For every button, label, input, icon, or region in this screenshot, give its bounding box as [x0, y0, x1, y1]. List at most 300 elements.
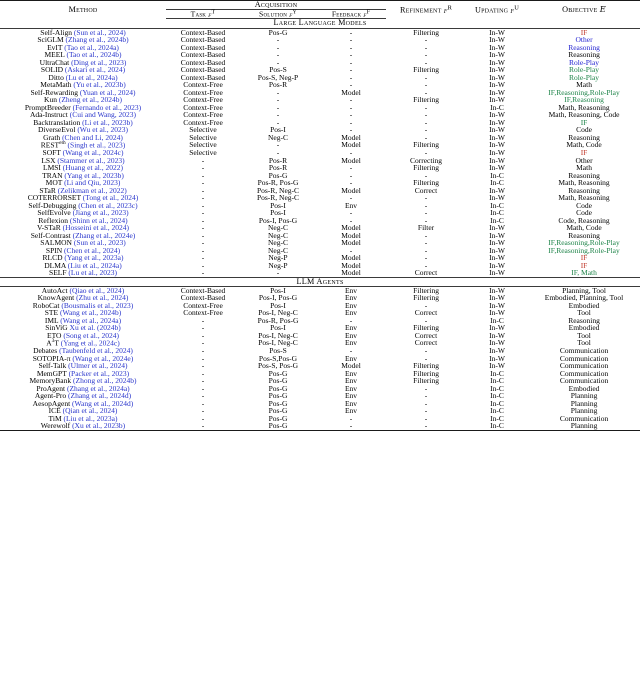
cell-feedback: Env — [344, 338, 358, 348]
method-name: MOT — [45, 178, 63, 188]
method-name: Self-Rewarding — [30, 87, 78, 97]
citation-link[interactable]: (Liu et al., 2024a) — [65, 260, 122, 270]
citation-link[interactable]: (Lu et al., 2024a) — [63, 72, 118, 82]
citation-link[interactable]: (Zhang et al., 2024d) — [66, 391, 132, 401]
cell-updating: In-W — [489, 163, 505, 173]
cell-task: - — [201, 215, 205, 225]
citation-link[interactable]: (Shinn et al., 2024) — [68, 215, 128, 225]
cell-solution: Pos-G — [268, 398, 288, 408]
cell-feedback: - — [349, 170, 353, 180]
cell-updating: In-W — [489, 260, 505, 270]
cell-objective: Code — [576, 208, 592, 218]
method-name: A — [46, 338, 52, 348]
cell-updating: In-C — [490, 200, 504, 210]
cell-feedback: - — [349, 35, 353, 45]
cell-feedback: - — [349, 42, 353, 52]
cell-solution: Pos-G — [268, 383, 288, 393]
cell-objective: Code — [576, 125, 592, 135]
cell-objective: Role-Play — [569, 65, 600, 75]
cell-task: Context-Based — [180, 57, 226, 67]
cell-updating: In-W — [489, 338, 505, 348]
citation-link[interactable]: (Jiang et al., 2023) — [70, 208, 129, 218]
header-objective — [528, 1, 640, 19]
cell-solution: Pos-I, Neg-C — [258, 338, 298, 348]
citation-link[interactable]: (Ding et al., 2023) — [69, 57, 127, 67]
method-name: Ada-Instruct — [29, 110, 68, 120]
cell-updating: In-W — [489, 245, 505, 255]
method-name: COTERRORSET — [27, 193, 81, 203]
cell-solution: Pos-I, Neg-C — [258, 308, 298, 318]
cell-updating: In-W — [489, 132, 505, 142]
cell-refinement: Filtering — [413, 178, 439, 188]
cell-task: - — [201, 346, 205, 356]
cell-task: Context-Based — [180, 50, 226, 60]
cell-feedback: - — [349, 346, 353, 356]
method-name: V-STaR — [36, 223, 61, 233]
cell-refinement: - — [424, 200, 428, 210]
task-fn-symbol: $f^T$ — [208, 9, 216, 19]
cell-objective: Code, Reasoning — [558, 215, 610, 225]
citation-link[interactable]: (Zhang et al., 2024e) — [70, 230, 136, 240]
cell-objective: Embodied, Planning, Tool — [544, 293, 624, 303]
cell-refinement: - — [424, 315, 428, 325]
cell-solution: Pos-I, Neg-C — [258, 330, 298, 340]
objective-symbol: E — [599, 4, 606, 15]
cell-solution: - — [276, 117, 280, 127]
cell-objective: Math, Reasoning — [558, 178, 610, 188]
citation-link[interactable]: (Zhang et al., 2024b) — [63, 35, 129, 45]
citation-link[interactable]: (Qian et al., 2024) — [60, 406, 118, 416]
cell-refinement: Correct — [414, 185, 438, 195]
method-name: SPIN — [45, 245, 63, 255]
cell-feedback: - — [349, 208, 353, 218]
method-name: AesopAgent — [32, 398, 71, 408]
cell-updating: In-W — [489, 95, 505, 105]
section-title: Large Language Models — [0, 19, 640, 28]
citation-link[interactable]: (Zhang et al., 2024a) — [65, 383, 130, 393]
citation-link[interactable]: (Chen et al., 2023c) — [76, 200, 138, 210]
cell-refinement: - — [424, 110, 428, 120]
cell-objective: Other — [575, 155, 593, 165]
cell-task: Context-Free — [183, 87, 223, 97]
cell-objective: Communication — [559, 353, 609, 363]
cell-task: - — [166, 422, 240, 430]
cell-updating: In-W — [489, 308, 505, 318]
cell-feedback: - — [316, 422, 386, 430]
citation-link[interactable]: (Yuan et al., 2024) — [78, 87, 136, 97]
cell-updating: In-C — [466, 422, 528, 430]
cell-solution: - — [276, 57, 280, 67]
cell-task: - — [201, 230, 205, 240]
citation-link[interactable]: Xu et al. (2024b) — [67, 323, 121, 333]
cell-task: - — [201, 368, 205, 378]
cell-task: - — [201, 253, 205, 263]
cell-refinement: - — [424, 170, 428, 180]
cell-task: - — [201, 223, 205, 233]
cell-solution: - — [276, 35, 280, 45]
cell-updating: In-C — [490, 383, 504, 393]
citation-link[interactable]: (Lu et al., 2023) — [66, 268, 117, 278]
cell-feedback: Env — [344, 323, 358, 333]
cell-task: - — [201, 398, 205, 408]
cell-feedback: - — [349, 72, 353, 82]
citation-link[interactable]: (Fernando et al., 2023) — [70, 102, 142, 112]
cell-solution: - — [276, 140, 280, 150]
cell-task: - — [201, 323, 205, 333]
cell-task: Context-Free — [183, 300, 223, 310]
cell-task: - — [201, 330, 205, 340]
cell-refinement: Filtering — [413, 140, 439, 150]
citation-link[interactable]: (Wang et al., 2024a) — [58, 315, 122, 325]
cell-refinement: - — [424, 102, 428, 112]
method-name: SelfEvolve — [37, 208, 71, 218]
cell-feedback: - — [349, 50, 353, 60]
cell-feedback: Env — [344, 200, 358, 210]
cell-updating: In-W — [489, 148, 505, 158]
cell-objective: IF,Reasoning,Role-Play — [548, 245, 620, 255]
header-task-label: Task — [190, 9, 207, 19]
cell-feedback: - — [349, 110, 353, 120]
cell-updating: In-W — [489, 72, 505, 82]
cell-feedback: Env — [344, 383, 358, 393]
cell-solution: Pos-I — [270, 285, 286, 295]
cell-objective: Planning — [528, 422, 640, 430]
cell-objective: IF,Reasoning,Role-Play — [548, 238, 620, 248]
cell-feedback: - — [349, 193, 353, 203]
method-name: ICE — [48, 406, 61, 416]
cell-task: Selective — [189, 132, 217, 142]
cell-refinement: - — [424, 50, 428, 60]
cell-task: - — [201, 245, 205, 255]
method-name: KnowAgent — [37, 293, 75, 303]
cell-task: - — [201, 170, 205, 180]
cell-task: Context-Free — [183, 110, 223, 120]
cell-objective: Planning — [570, 406, 598, 416]
cell-feedback: Model — [341, 155, 361, 165]
cell-updating: In-C — [490, 102, 504, 112]
cell-refinement: Correct — [414, 308, 438, 318]
cell-task: - — [201, 208, 205, 218]
cell-refinement: Filtering — [413, 376, 439, 386]
cell-objective: Tool — [577, 330, 591, 340]
cell-refinement: - — [424, 148, 428, 158]
cell-refinement: - — [386, 422, 466, 430]
cell-updating: In-C — [490, 398, 504, 408]
cell-solution: Pos-S — [269, 65, 287, 75]
cell-task: - — [201, 391, 205, 401]
citation-link[interactable]: (Huang et al., 2022) — [60, 163, 123, 173]
cell-feedback: - — [349, 315, 353, 325]
header-refinement — [386, 1, 466, 19]
cell-task: - — [201, 338, 205, 348]
citation-link[interactable]: (Cui and Wang, 2023) — [67, 110, 137, 120]
cell-updating: In-W — [489, 361, 505, 371]
cell-refinement: - — [424, 353, 428, 363]
cell-solution: Pos-G — [268, 413, 288, 423]
cell-objective: Planning, Tool — [562, 285, 606, 295]
cell-solution: Pos-I — [270, 125, 286, 135]
cell-refinement: Filtering — [413, 293, 439, 303]
citation-link[interactable]: (Chen and Li, 2024) — [60, 132, 123, 142]
cell-objective: Reasoning — [568, 185, 600, 195]
citation-link[interactable]: (Yang et al., 2023b) — [62, 170, 124, 180]
citation-link[interactable]: (Wang et al., 2024b) — [58, 308, 122, 318]
cell-refinement: Filter — [417, 223, 435, 233]
cell-feedback: - — [349, 95, 353, 105]
cell-objective: Tool — [577, 338, 591, 348]
method-name: Grath — [43, 132, 61, 142]
cell-task: - — [201, 406, 205, 416]
cell-updating: In-W — [489, 57, 505, 67]
method-name: Self-Debugging — [28, 200, 77, 210]
method-name: MetaMath — [40, 80, 72, 90]
citation-link[interactable]: (Li and Qiu, 2023) — [62, 178, 121, 188]
cell-updating: In-C — [490, 391, 504, 401]
cell-solution: Pos-R, Neg-C — [256, 193, 300, 203]
cell-task: - — [201, 193, 205, 203]
cell-updating: In-W — [489, 117, 505, 127]
cell-solution: Pos-R, Pos-G — [257, 315, 299, 325]
citation-link[interactable]: (Xu et al., 2023b) — [70, 421, 126, 431]
cell-task: Context-Based — [180, 285, 226, 295]
cell-updating: In-W — [489, 50, 505, 60]
method-name: IML — [44, 315, 59, 325]
cell-solution: Pos-I, Pos-G — [258, 215, 298, 225]
citation-link[interactable]: (Bousmalis et al., 2023) — [59, 300, 134, 310]
method-name: SELF — [49, 268, 67, 278]
cell-task: - — [201, 178, 205, 188]
citation-link[interactable]: (Zheng et al., 2024b) — [56, 95, 122, 105]
cell-task: Context-Free — [183, 80, 223, 90]
citation-link[interactable]: (Wang et al., 2024d) — [70, 398, 134, 408]
cell-feedback: Model — [341, 238, 361, 248]
citation-link[interactable]: (Sun et al., 2023) — [71, 238, 126, 248]
cell-feedback: Model — [341, 223, 361, 233]
citation-link[interactable]: (Zelikman et al., 2022) — [55, 185, 127, 195]
cell-updating: In-C — [490, 215, 504, 225]
cell-solution: Pos-S, Pos-G — [257, 361, 298, 371]
cell-objective: Embodied — [568, 383, 600, 393]
method-name: SOTOPIA-π — [32, 353, 71, 363]
method-superscript: 3 — [51, 338, 55, 345]
cell-refinement: - — [424, 260, 428, 270]
method-name: ProAgent — [36, 383, 66, 393]
cell-updating: In-W — [489, 238, 505, 248]
citation-link[interactable]: (Singh et al., 2023) — [65, 140, 126, 150]
cell-objective: Reasoning — [568, 170, 600, 180]
cell-objective: Math, Reasoning — [558, 102, 610, 112]
cell-refinement: Correct — [386, 269, 466, 277]
citation-link[interactable]: (Li et al., 2023b) — [80, 117, 133, 127]
method-name: SOFT — [42, 148, 61, 158]
cell-refinement: Correct — [414, 338, 438, 348]
cell-updating: In-W — [489, 353, 505, 363]
cell-solution: Pos-G — [268, 170, 288, 180]
cell-refinement: - — [424, 193, 428, 203]
citation-link[interactable]: (Yu et al., 2023b) — [71, 80, 126, 90]
cell-updating: In-W — [489, 110, 505, 120]
cell-updating: In-W — [489, 80, 505, 90]
cell-feedback: - — [349, 125, 353, 135]
citation-link[interactable]: (Qiao et al., 2024) — [67, 285, 125, 295]
cell-solution: Pos-I — [270, 208, 286, 218]
citation-link[interactable]: (Askari et al., 2024) — [63, 65, 126, 75]
cell-task: - — [201, 163, 205, 173]
citation-link[interactable]: (Zhong et al., 2024b) — [71, 376, 137, 386]
cell-solution: Pos-G — [240, 422, 316, 430]
cell-updating: In-W — [489, 230, 505, 240]
citation-link[interactable]: (Yang et al., 2024c) — [58, 338, 120, 348]
cell-refinement: Filtering — [413, 323, 439, 333]
cell-task: - — [201, 376, 205, 386]
cell-updating: In-W — [489, 185, 505, 195]
cell-objective: Role-Play — [569, 72, 600, 82]
cell-feedback: Model — [341, 260, 361, 270]
cell-feedback: Env — [344, 391, 358, 401]
cell-objective: IF — [580, 117, 588, 127]
method-name: RoboCat — [32, 300, 60, 310]
cell-refinement: - — [424, 230, 428, 240]
cell-updating: In-C — [490, 178, 504, 188]
cell-task: - — [201, 315, 205, 325]
cell-solution: Neg-P — [268, 260, 288, 270]
cell-objective: Planning — [570, 391, 598, 401]
cell-feedback: Env — [344, 406, 358, 416]
cell-solution: - — [276, 87, 280, 97]
cell-objective: IF — [580, 27, 588, 37]
cell-objective: Communication — [559, 376, 609, 386]
cell-task: Context-Based — [180, 42, 226, 52]
cell-objective: IF — [580, 148, 588, 158]
citation-link[interactable]: (Wu et al., 2023) — [75, 125, 129, 135]
method-name: SOLID — [40, 65, 63, 75]
cell-objective: Communication — [559, 368, 609, 378]
citation-link[interactable]: (Liu et al., 2023a) — [61, 413, 118, 423]
cell-objective: IF, Math — [528, 269, 640, 277]
cell-feedback: Env — [344, 300, 358, 310]
cell-task: - — [201, 260, 205, 270]
cell-objective: Embodied — [568, 323, 600, 333]
cell-refinement: - — [424, 300, 428, 310]
cell-solution: Pos-G — [268, 376, 288, 386]
cell-updating: In-C — [490, 376, 504, 386]
cell-feedback: Env — [344, 308, 358, 318]
method-cell — [0, 269, 166, 277]
citation-link[interactable]: (Tao et al., 2024b) — [64, 50, 122, 60]
citation-link[interactable]: (Tao et al., 2024a) — [62, 42, 119, 52]
method-name: AutoAct — [41, 285, 68, 295]
section-title: LLM Agents — [0, 277, 640, 286]
method-name: MemoryBank — [29, 376, 72, 386]
cell-objective: Reasoning — [568, 42, 600, 52]
cell-objective: Math, Code — [566, 140, 602, 150]
cell-updating: In-W — [489, 346, 505, 356]
cell-solution: Pos-S — [269, 346, 287, 356]
cell-task: Context-Based — [180, 65, 226, 75]
citation-link[interactable]: (Chen et al., 2024) — [62, 245, 121, 255]
cell-solution: Neg-C — [268, 223, 288, 233]
method-name: REST — [40, 140, 60, 150]
cell-task: - — [201, 155, 205, 165]
cell-refinement: - — [424, 398, 428, 408]
cell-objective: IF,Reasoning — [564, 95, 604, 105]
cell-task: Context-Based — [180, 35, 226, 45]
cell-objective: Math, Code — [566, 223, 602, 233]
cell-objective: Planning — [570, 398, 598, 408]
header-acquisition-group: Acquisition — [166, 1, 386, 10]
cell-refinement: Filtering — [413, 361, 439, 371]
cell-solution: Pos-S, Neg-P — [257, 72, 299, 82]
cell-updating: In-W — [489, 125, 505, 135]
cell-updating: In-W — [489, 293, 505, 303]
cell-refinement: - — [424, 117, 428, 127]
method-superscript: em — [59, 140, 66, 147]
cell-solution: - — [240, 269, 316, 277]
cell-updating: In-W — [489, 27, 505, 37]
cell-refinement: Correct — [414, 330, 438, 340]
cell-updating: In-C — [490, 413, 504, 423]
cell-refinement: Filtering — [413, 285, 439, 295]
cell-solution: - — [276, 95, 280, 105]
citation-link[interactable]: (Yang et al., 2023a) — [62, 253, 124, 263]
cell-objective: Communication — [559, 361, 609, 371]
cell-feedback: - — [349, 27, 353, 37]
cell-objective: Reasoning — [568, 230, 600, 240]
citation-link[interactable]: (Wang et al., 2024e) — [70, 353, 134, 363]
citation-link[interactable]: (Song et al., 2024) — [61, 330, 119, 340]
cell-objective: Math — [576, 80, 592, 90]
method-name: RLCD — [42, 253, 63, 263]
cell-updating: In-W — [489, 223, 505, 233]
cell-feedback: Model — [341, 230, 361, 240]
cell-updating: In-W — [489, 285, 505, 295]
cell-feedback: Env — [344, 368, 358, 378]
cell-refinement: - — [424, 125, 428, 135]
citation-link[interactable]: (Zhu et al., 2024) — [74, 293, 129, 303]
cell-updating: In-W — [489, 253, 505, 263]
cell-refinement: - — [424, 383, 428, 393]
citation-link[interactable]: (Wang et al., 2024c) — [60, 148, 124, 158]
citation-link[interactable]: (Taubenfeld et al., 2024) — [57, 346, 133, 356]
method-name: Ditto — [48, 72, 64, 82]
citation-link[interactable]: (Sun et al., 2024) — [71, 27, 126, 37]
citation-link[interactable]: (Tong et al., 2024) — [80, 193, 139, 203]
cell-updating: In-W — [489, 35, 505, 45]
citation-link[interactable]: (Ulmer et al., 2024) — [66, 361, 128, 371]
cell-feedback: - — [349, 102, 353, 112]
cell-refinement: - — [424, 208, 428, 218]
cell-objective: Embodied — [568, 300, 600, 310]
cell-updating: In-W — [489, 155, 505, 165]
cell-solution: - — [276, 102, 280, 112]
cell-feedback: - — [349, 80, 353, 90]
citation-link[interactable]: (Packer et al., 2023) — [66, 368, 130, 378]
citation-link[interactable]: (Stammer et al., 2023) — [55, 155, 125, 165]
citation-link[interactable]: (Hosseini et al., 2024) — [60, 223, 130, 233]
cell-refinement: - — [424, 413, 428, 423]
method-name: TiM — [48, 413, 62, 423]
cell-feedback: - — [349, 215, 353, 225]
cell-solution: Pos-I — [270, 200, 286, 210]
cell-feedback: Model — [341, 140, 361, 150]
cell-feedback: - — [349, 413, 353, 423]
cell-refinement: - — [424, 238, 428, 248]
cell-solution: Neg-C — [268, 238, 288, 248]
cell-objective: Code — [576, 200, 592, 210]
cell-task: - — [201, 200, 205, 210]
cell-feedback: Model — [341, 185, 361, 195]
method-name: LSX — [41, 155, 56, 165]
